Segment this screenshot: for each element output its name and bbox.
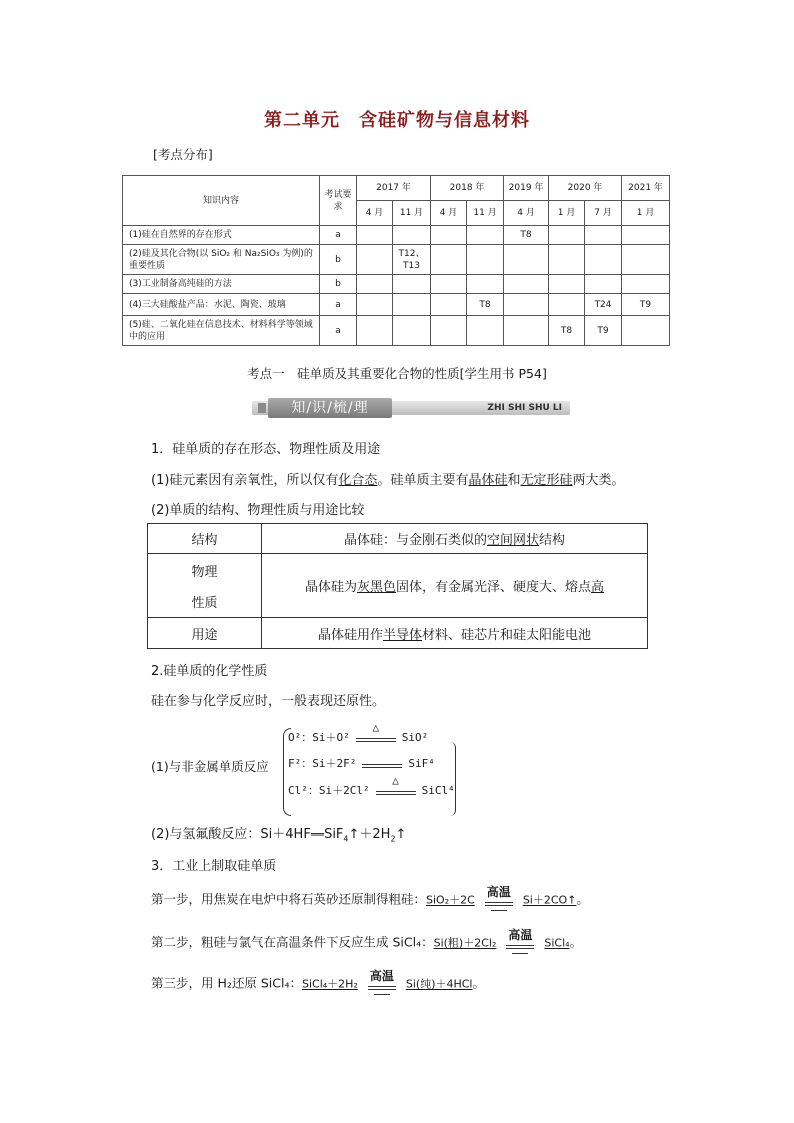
row-item: (1)硅在自然界的存在形式 [123,226,320,245]
text: 性质 [191,595,218,611]
text: ↑ [395,827,407,842]
answer: 灰黑色 [356,580,396,595]
reaction-arrow [504,928,536,954]
year-header: 2020 年 [549,176,622,201]
year-header: 2019 年 [504,176,549,201]
cell [357,245,393,275]
text: SiF [324,827,344,842]
banner-pinyin: ZHI SHI SHU LI [487,403,562,413]
cell: T9 [585,316,622,346]
header-content: 知识内容 [123,176,320,226]
cell [549,245,585,275]
banner-label: 知/识/梳/理 [268,398,392,418]
cell [467,245,504,275]
page-title: 第二单元 含硅矿物与信息材料 [264,110,530,131]
cell [622,245,670,275]
s1-heading: 1．硅单质的存在形态、物理性质及用途 [151,442,381,457]
cell [431,316,467,346]
table-row [123,245,670,275]
row-header: 结构 [148,524,262,554]
text: 。 [576,891,589,907]
section-heading: 考点一 硅单质及其重要化合物的性质[学生用书 P54] [247,366,547,381]
condition: 高温 [486,885,511,899]
table-row [148,524,648,554]
answer: 空间网状 [486,533,539,548]
row-req: a [320,294,357,316]
cell [504,294,549,316]
cell [357,226,393,245]
reaction-arrow [356,721,396,746]
cell [585,245,622,275]
text: 第一步，用焦炭在电炉中将石英砂还原制得粗硅： [151,891,427,907]
equation-o2 [288,721,429,746]
equation-lhs: O²：Si＋O² [288,731,350,744]
s1-paragraph-2: (2)单质的结构、物理性质与用途比较 [151,503,365,518]
cell: T8 [467,294,504,316]
text: 和 [507,473,521,488]
answer: 半导体 [382,627,422,643]
month-header: 1 月 [549,201,585,226]
cell [431,275,467,294]
month-header: 11 月 [393,201,431,226]
cell [585,226,622,245]
cell [504,316,549,346]
equation-rhs: SiF⁴ [408,757,435,770]
month-header: 4 月 [357,201,393,226]
equation-rhs: SiO² [401,731,429,744]
cell [393,226,431,245]
row-item: (3)工业制备高纯硅的方法 [123,275,320,294]
text: 晶体硅为 [304,580,357,595]
section-banner [252,398,570,418]
step-3 [151,969,486,995]
row-cell [262,554,648,618]
table-row [123,226,670,245]
cell [467,316,504,346]
cell [504,245,549,275]
s2-intro: 硅在参与化学反应时，一般表现还原性。 [151,694,386,709]
reaction-arrow [376,774,416,799]
row-item: (4)三大硅酸盐产品：水泥、陶瓷、玻璃 [123,294,320,316]
text: (1)硅元素因有亲氧性，所以仅有 [151,473,339,488]
step-2 [151,928,583,954]
cell: T12、T13 [393,245,431,275]
year-header: 2017 年 [357,176,431,201]
month-header: 4 月 [431,201,467,226]
cell [549,226,585,245]
equation-rhs: Si＋2CO↑ [522,893,577,907]
subscript: 2 [390,834,396,844]
equation-lhs: Si(粗)＋2Cl₂ [433,936,497,950]
answer: 晶体硅 [468,473,508,488]
equation-cl2 [288,774,455,799]
cell [357,275,393,294]
text: 固体，有金属光泽、硬度大、熔点 [396,580,592,595]
text: 两大类。 [572,473,625,488]
equation-lhs: Cl²：Si＋2Cl² [288,784,370,797]
cell [504,275,549,294]
text: (2)与氢氟酸反应：Si＋4HF [151,827,311,842]
header-requirement: 考试要求 [320,176,357,226]
text: 材料、硅芯片和硅太阳能电池 [422,627,592,643]
row-header [148,554,262,618]
month-header: 1 月 [622,201,670,226]
cell [431,245,467,275]
answer: 无定形硅 [520,473,573,488]
equation-lhs: F²：Si＋2F² [288,757,357,770]
text: 第二步，粗硅与氯气在高温条件下反应生成 SiCl₄： [151,934,434,950]
subscript: 4 [343,834,349,844]
equation-lhs: SiCl₄＋2H₂ [301,977,358,991]
table-row [123,275,670,294]
s3-heading: 3．工业上制取硅单质 [151,859,277,874]
cell [622,316,670,346]
text: 。 [569,934,583,950]
row-cell [262,524,648,554]
banner-pin-icon [258,403,266,413]
cell [431,226,467,245]
cell: T9 [622,294,670,316]
equation-lhs: SiO₂＋2C [426,893,475,907]
answer: 化合态 [338,473,378,488]
table-row [148,618,648,649]
double-line: ══ [310,828,325,841]
hf-reaction [151,823,406,844]
cell [622,226,670,245]
cell: T8 [549,316,585,346]
condition: 高温 [508,928,533,942]
equation-rhs: Si(纯)＋4HCl [405,977,473,991]
right-brace [450,742,456,816]
distribution-label: [考点分布] [153,147,213,162]
month-header: 11 月 [467,201,504,226]
reaction-arrow [366,969,398,995]
s1-paragraph-1 [151,469,625,488]
cell [393,275,431,294]
month-header: 4 月 [504,201,549,226]
year-header: 2021 年 [622,176,670,201]
text: 晶体硅：与金刚石类似的 [343,533,487,548]
answer: 高 [591,580,605,595]
table-row [123,294,670,316]
row-header: 用途 [148,618,262,649]
equation-rhs: SiCl⁴ [421,784,455,797]
reaction-arrow [362,756,402,772]
year-header: 2018 年 [431,176,504,201]
text: ↑＋2H [348,827,391,842]
equation-f2 [288,755,435,772]
row-req: b [320,275,357,294]
condition: △ [392,774,399,787]
comparison-table [147,523,648,649]
table-row [123,316,670,346]
row-cell [262,618,648,649]
reaction-arrow [483,885,515,911]
text: 。 [472,975,486,991]
cell [585,275,622,294]
row-req: a [320,226,357,245]
text: 物理 [191,564,218,580]
condition: △ [372,721,380,734]
exam-distribution-table [122,175,670,346]
s2-heading: 2.硅单质的化学性质 [151,664,268,679]
row-req: b [320,245,357,275]
text: 结构 [539,533,566,548]
cell [393,294,431,316]
row-item: (2)硅及其化合物(以 SiO₂ 和 Na₂SiO₃ 为例)的重要性质 [123,245,320,275]
cell [357,316,393,346]
condition: 高温 [369,969,394,983]
table-row [148,554,648,618]
text: 。硅单质主要有 [377,473,469,488]
month-header: 7 月 [585,201,622,226]
cell: T8 [504,226,549,245]
cell [549,294,585,316]
text: 第三步，用 H₂还原 SiCl₄： [151,975,302,991]
text: 晶体硅用作 [317,627,383,643]
cell: T24 [585,294,622,316]
cell [622,275,670,294]
step-1 [151,885,589,911]
cell [431,294,467,316]
nonmetal-label: (1)与非金属单质反应 [151,759,269,774]
row-item: (5)硅、二氧化硅在信息技术、材料科学等领域中的应用 [123,316,320,346]
cell [393,316,431,346]
equation-rhs: SiCl₄ [544,936,570,950]
cell [549,275,585,294]
cell [467,275,504,294]
cell [357,294,393,316]
row-req: a [320,316,357,346]
cell [467,226,504,245]
